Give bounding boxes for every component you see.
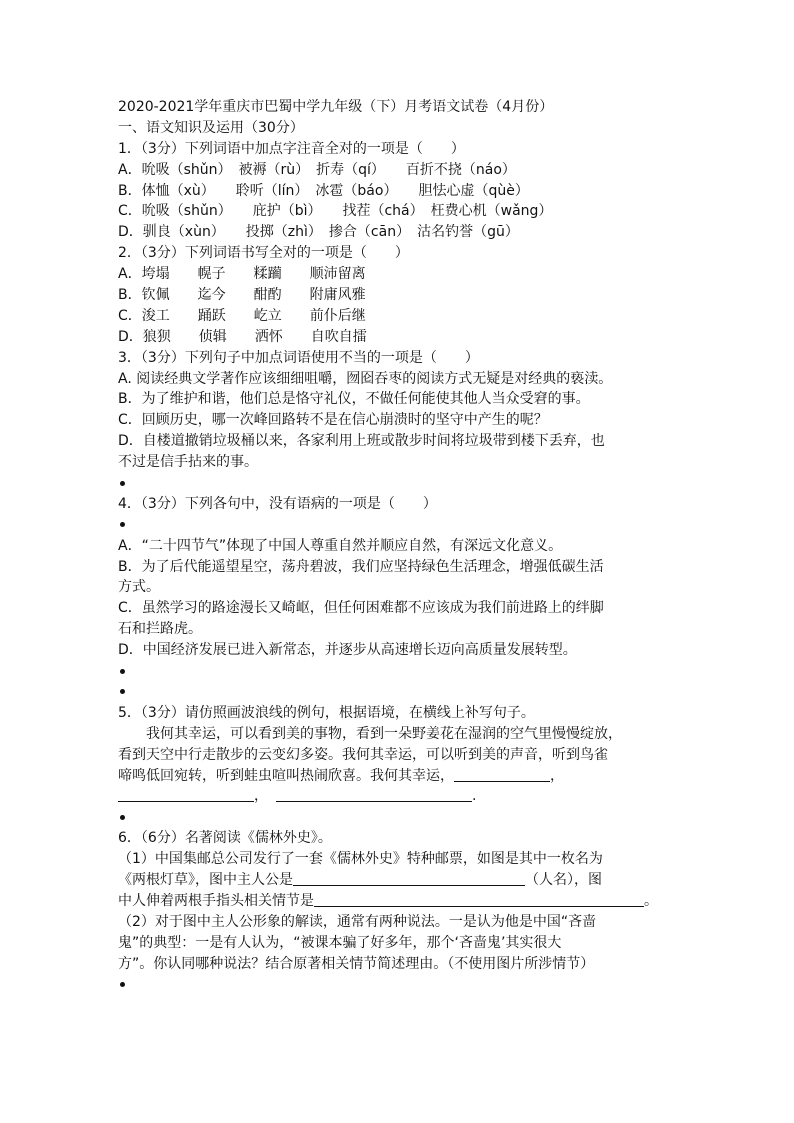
q6-part2-line2: 鬼”的典型：一是有人认为，“被课本骗了好多年，那个‘吝啬鬼’其实很大 <box>118 934 562 951</box>
q5-comma: ， <box>254 788 268 805</box>
q6-part1-line1: （1）中国集邮总公司发行了一套《儒林外史》特种邮票，如图是其中一枚名为 <box>118 851 603 868</box>
q1-option-b: B．体恤（xù） 聆听（lín） 冰雹（báo） 胆怯心虚（qùè） <box>118 182 529 199</box>
q3-option-a: A. 阅读经典文学著作应该细细咀嚼，囫囵吞枣的阅读方式无疑是对经典的亵渎。 <box>118 370 613 387</box>
bullet <box>118 807 678 828</box>
q2-option-c: C．浚工 踊跃 屹立 前仆后继 <box>118 307 366 324</box>
q4-option-b-line1: B．为了后代能遥望星空，荡舟碧波，我们应坚持绿色生活理念，增强低碳生活 <box>118 558 604 575</box>
answer-blank[interactable] <box>293 871 525 886</box>
q5-passage-line3 <box>118 766 678 787</box>
bullet <box>118 661 678 682</box>
q6-part1-line3 <box>118 891 678 912</box>
bullet-dot <box>120 982 125 987</box>
q3-option-b: B．为了维护和谐，他们总是恪守礼仪，不做任何能使其他人当众受窘的事。 <box>118 391 590 408</box>
exam-title: 2020-2021学年重庆市巴蜀中学九年级（下）月考语文试卷（4月份） <box>118 99 554 115</box>
bullet-dot <box>120 522 125 527</box>
q6-part1-text: 。 <box>644 892 658 909</box>
q3-option-c: C．回顾历史，哪一次峰回路转不是在信心崩溃时的坚守中产生的呢？ <box>118 412 548 429</box>
q5-stem: 5．（3分）请仿照画波浪线的例句，根据语境，在横线上补写句子。 <box>118 704 535 721</box>
bullet <box>118 473 678 494</box>
q4-option-b-line2: 方式。 <box>118 579 160 596</box>
section-heading: 一、语文知识及运用（30分） <box>118 119 304 136</box>
q6-part1-line2 <box>118 870 678 891</box>
bullet <box>118 682 678 703</box>
q4-option-d: D．中国经济发展已进入新常态，并逐步从高速增长迈向高质量发展转型。 <box>118 642 577 659</box>
q4-stem: 4．（3分）下列各句中，没有语病的一项是（ ） <box>118 495 437 512</box>
q2-option-b: B．钦佩 迄今 酣酌 附庸风雅 <box>118 287 366 304</box>
bullet <box>118 515 678 536</box>
answer-blank[interactable] <box>454 767 550 782</box>
q5-period: . <box>472 788 477 805</box>
q1-option-d: D．驯良（xùn） 投掷（zhì） 掺合（cān） 沽名钓誉（gū） <box>118 224 519 241</box>
q2-option-a: A．垮塌 幌子 糅躏 顺沛留离 <box>118 266 366 283</box>
exam-page <box>118 97 678 995</box>
q5-passage-text: 啼鸣低回宛转，听到蛙虫喧叫热闹欣喜。我何其幸运， <box>118 767 454 784</box>
q1-option-c: C．吮吸（shǔn） 庇护（bì） 找茬（chá） 枉费心机（wǎng） <box>118 203 553 220</box>
answer-blank[interactable] <box>118 787 254 802</box>
q3-stem: 3．（3分）下列句子中加点词语使用不当的一项是（ ） <box>118 349 479 366</box>
q1-option-a: A．吮吸（shǔn） 被褥（rù） 折寿（qí） 百折不挠（náo） <box>118 161 516 178</box>
q3-option-d-line2: 不过是信手拈来的事。 <box>118 454 258 471</box>
q3-option-d-line1: D．自楼道撤销垃圾桶以来，各家利用上班或散步时间将垃圾带到楼下丢弃，也 <box>118 433 605 450</box>
q2-option-d: D．狼狈 侦辑 洒怀 自吹自擂 <box>118 328 367 345</box>
q5-comma: ， <box>550 767 564 784</box>
q6-part2-line1: （2）对于图中主人公形象的解读，通常有两种说法。一是认为他是中国“吝啬 <box>118 913 597 930</box>
q5-passage-line4 <box>118 786 678 807</box>
q6-part1-text: 《两根灯草》，图中主人公是 <box>118 871 293 888</box>
answer-blank[interactable] <box>314 892 644 907</box>
q6-part2-line3: 方”。你认同哪种说法？结合原著相关情节简述理由。（不使用图片所涉情节） <box>118 955 595 972</box>
q4-option-a: A．“二十四节气”体现了中国人尊重自然并顺应自然，有深远文化意义。 <box>118 537 563 554</box>
q6-part1-text: 中人伸着两根手指头相关情节是 <box>118 892 314 909</box>
q4-option-c-line2: 石和拦路虎。 <box>118 621 202 638</box>
q5-passage-line2: 看到天空中行走散步的云变幻多姿。我何其幸运，可以听到美的声音，听到鸟雀 <box>118 746 608 763</box>
q4-option-c-line1: C．虽然学习的路途漫长又崎岖，但任何困难都不应该成为我们前进路上的绊脚 <box>118 600 604 617</box>
bullet-dot <box>120 689 125 694</box>
q6-stem: 6．（6分）名著阅读《儒林外史》。 <box>118 830 332 847</box>
q5-passage-line1: 我何其幸运，可以看到美的事物，看到一朵野姜花在湿润的空气里慢慢绽放， <box>146 725 622 742</box>
q2-stem: 2．（3分）下列词语书写全对的一项是（ ） <box>118 245 409 262</box>
q6-part1-text: （人名），图 <box>525 871 602 888</box>
bullet <box>118 974 678 995</box>
bullet-dot <box>120 815 125 820</box>
answer-blank[interactable] <box>276 787 472 802</box>
bullet-dot <box>120 669 125 674</box>
q1-stem: 1．（3分）下列词语中加点字注音全对的一项是（ ） <box>118 140 465 157</box>
bullet-dot <box>120 481 125 486</box>
